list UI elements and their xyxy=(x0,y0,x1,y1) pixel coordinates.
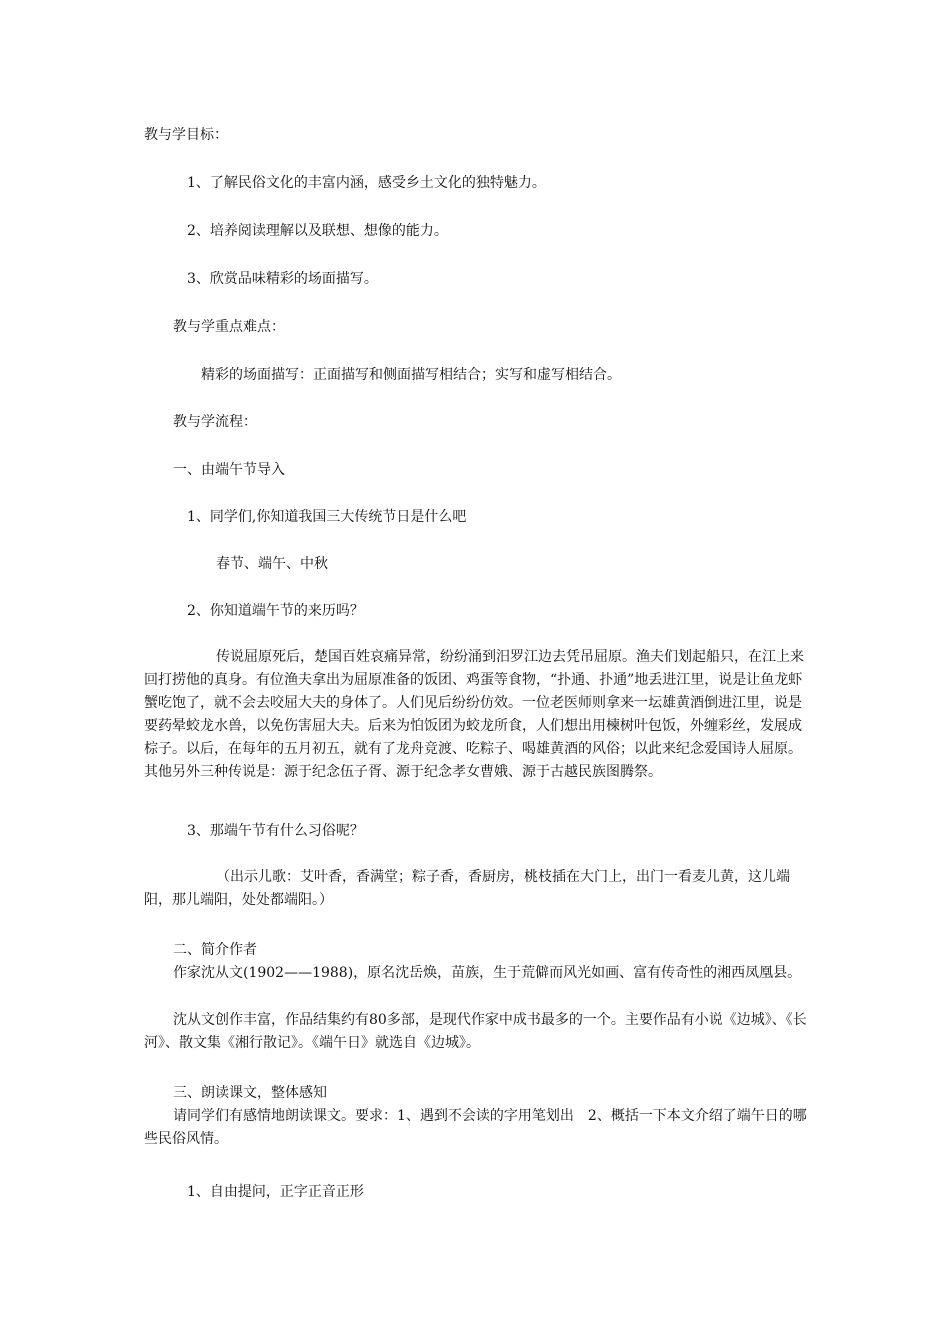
keypoints-heading: 教与学重点难点： xyxy=(173,319,285,335)
question-1-answer: 春节、端午、中秋 xyxy=(216,556,328,572)
question-2: 2、你知道端午节的来历吗？ xyxy=(187,603,364,619)
question-3: 3、那端午节有什么习俗呢？ xyxy=(187,823,364,839)
legend-paragraph-text: 传说屈原死后，楚国百姓哀痛异常，纷纷涌到汨罗江边去凭吊屈原。渔夫们划起船只，在江上来回打捞他的真身。有位渔夫拿出为屈原准备的饭团、鸡蛋等食物，“扑通、扑通”地丢进江里，说是让鱼龙虾蟹吃饱了，就不会去咬屈大夫的身体了。人们见后纷纷仿效。一位老医师则拿来一坛雄黄酒倒进江里，说是要药晕蛟龙水兽，以免伤害屈大夫。后来为怕饭团为蛟龙所食，人们想出用楝树叶包饭，外缠彩丝，发展成棕子。以后，在每年的五月初五，就有了龙舟竞渡、吃粽子、喝雄黄酒的风俗；以此来纪念爱国诗人屈原。其他另外三种传说是：源于纪念伍子胥、源于纪念孝女曹娥、源于古越民族图腾祭。 xyxy=(144,649,804,780)
reading-paragraph xyxy=(144,1105,808,1151)
author-intro: 作家沈从文(1902——1988)，原名沈岳焕，苗族，生于荒僻而风光如画、富有传奇性的湘西凤凰县。 xyxy=(173,965,802,981)
song-paragraph xyxy=(144,866,808,912)
section-title-3: 三、朗读课文，整体感知 xyxy=(173,1085,327,1101)
goal-item-2: 2、培养阅读理解以及联想、想像的能力。 xyxy=(187,223,448,239)
works-paragraph-text: 沈从文创作丰富，作品结集约有80多部，是现代作家中成书最多的一个。主要作品有小说《边城》、《长河》、散文集《湘行散记》。《端午日》就选自《边城》。 xyxy=(144,1012,807,1051)
step-1: 1、自由提问，正字正音正形 xyxy=(187,1184,364,1200)
works-paragraph xyxy=(144,1009,808,1055)
song-paragraph-text: （出示儿歌：艾叶香，香满堂；粽子香，香厨房，桃枝插在大门上，出门一看麦儿黄，这儿端阳，那儿端阳，处处都端阳。） xyxy=(144,869,790,908)
goals-heading: 教与学目标： xyxy=(144,127,228,143)
section-title-1: 一、由端午节导入 xyxy=(173,462,285,478)
process-heading: 教与学流程： xyxy=(173,414,257,430)
keypoints-text: 精彩的场面描写：正面描写和侧面描写相结合；实写和虚写相结合。 xyxy=(201,367,621,383)
legend-paragraph xyxy=(144,646,808,784)
goal-item-1: 1、了解民俗文化的丰富内涵，感受乡土文化的独特魅力。 xyxy=(187,175,546,191)
question-1: 1、同学们,你知道我国三大传统节日是什么吧 xyxy=(187,509,467,525)
section-title-2: 二、简介作者 xyxy=(173,942,257,958)
goal-item-3: 3、欣赏品味精彩的场面描写。 xyxy=(187,271,378,287)
reading-paragraph-text: 请同学们有感情地朗读课文。要求：1、遇到不会读的字用笔划出 2、概括一下本文介绍了端午日的哪些民俗风情。 xyxy=(144,1108,807,1147)
